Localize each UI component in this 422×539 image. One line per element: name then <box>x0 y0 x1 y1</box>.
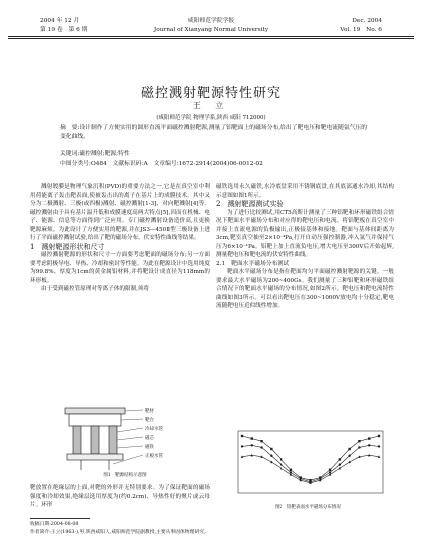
abstract-text: 设计制作了方便实用的圆形直流平面磁控溅射靶源,测量了铝靶面上的磁场分布,给出了靶电压和靶电流随氩气压的变化曲线。 <box>60 125 368 140</box>
data-point <box>358 440 360 442</box>
page-title: 磁控溅射靶源特性研究 <box>140 86 281 101</box>
section-2-paragraph: 为了进行比较测试,用CT5高斯计测量了三种铝靶和环形磁铁组合情况下靶面水平磁场分布和对应得的靶电压和电流。将铝靶板在真空室中并接上直流电源的负极输出,正极接基体和接地。靶面与基体间距离为3cm,靶室真空抽至2×10⁻⁴Pa,打开自动压强控制器,冲入氩气并保持气压为6×10⁻¹Pa。铝靶上加上直流负电压,增大电压至300V后开始起辉,测量靶电压和靶电流的伏安特性曲线。 <box>216 209 394 258</box>
magnetic-field-chart <box>228 428 388 500</box>
figure-1-caption: 图1 靶源结构示意图 <box>103 473 147 478</box>
abstract <box>60 124 370 141</box>
classification: 中图分类号:O484 文献标识码:A 文章编号:1672-2914(2004)06-0012-02 <box>60 161 263 167</box>
figure-2-caption: 图2 铝靶表面水平磁场分布情况 <box>275 505 341 510</box>
keywords-text: 磁控溅射;靶源;特性 <box>79 151 130 157</box>
header-rule-2 <box>8 38 414 39</box>
header-date-en: Dec. 2004 <box>352 18 382 24</box>
right-paragraph-0: 磁铁选用永久磁铁,水冷底盘采用不锈钢底盘,在其底部通水冷却,其结构示意图如图1所示。 <box>216 184 394 199</box>
section-1-paragraph: 磁控溅射靶源的形状和尺寸一方面要考虑靶面的磁场分布;另一方面要考虑阴极导电、导热、冷却和密封等性能。为此在靶源设计中选用纯度为99.8%、厚度为1cm的黄金属铝材料,并将靶设计成直径为118mm的环形板。 <box>30 252 210 284</box>
data-point <box>329 469 331 471</box>
footnote-rule <box>30 518 90 519</box>
affiliation: (咸阳师范学院 物理学系,陕西 咸阳 712000) <box>156 115 266 121</box>
data-point <box>378 445 380 447</box>
section-1-paragraph-2: 由于受到磁控管原理对等离子体的限制,须将 <box>41 286 150 292</box>
data-point <box>290 473 293 476</box>
header-volume: 第 19 卷 第 6 期 <box>40 27 88 33</box>
data-point <box>251 444 253 446</box>
series-line-3 <box>242 455 379 483</box>
data-point <box>290 469 292 471</box>
data-point <box>378 435 380 437</box>
header-journal-cn: 咸阳师范学院学报 <box>187 18 235 24</box>
fig1-label: 正板水管 <box>145 454 163 459</box>
figure-1 <box>55 402 195 480</box>
data-point <box>348 448 350 450</box>
author: 王 立 <box>192 101 230 110</box>
data-point <box>241 435 243 437</box>
fig1-label: 磁铁 <box>145 445 154 450</box>
header-rule <box>8 36 414 37</box>
data-point <box>339 463 341 465</box>
abstract-label: 摘 要: <box>60 125 80 131</box>
data-point <box>368 437 370 439</box>
section-2-1-paragraph: 靶面水平磁场分布是指在靶面均匀平面磁控溅射靶源的关键。一般要求最大水平磁场为200~400Gs。我们测量了三种铝靶和环形磁铁组合情况下的靶面水平磁场的分布情况,如图2所示。靶电压和靶电流特性曲线如图3所示。可以看出靶电压在300~1000V放电均十分稳定,靶电流随靶电压近似线性增加。 <box>216 269 394 309</box>
data-point <box>368 444 370 446</box>
section-2-heading: 2 溅射靶源测试实验 <box>216 200 284 208</box>
data-point <box>260 440 262 442</box>
data-point <box>339 458 341 460</box>
data-point <box>260 446 262 448</box>
series-line-1 <box>242 436 379 480</box>
figure-2 <box>228 428 388 513</box>
data-point <box>329 473 332 476</box>
data-point <box>251 437 253 439</box>
fig1-label: 磁芯 <box>145 436 154 441</box>
intro-paragraph: 溅射镀膜是物理气象沉积(PVD)的重要方法之一,它是在真空室中利用荷能离子轰击靶表面,使被轰击出的离子在基片上的成膜技术。其中又分为二极溅射、三极(或四极)溅射、磁控溅射[1-3]、对向靶溅射[4]等。磁控溅射由于具有基片温升低和成膜速度高两大特点[5],因而在机械、电子、能源、信息等方面得到广泛应用。专门磁控溅射设备造价高,且更换靶源麻烦。为此设计了方便实用的靶源,并在JS3—450Ⅱ型三极设备上进行了平面磁控溅射试验,给出了靶的磁场分布、伏安特性曲线等结果。 <box>30 184 210 241</box>
data-point <box>280 467 283 470</box>
data-point <box>270 455 272 457</box>
footnote-received: 收稿日期:2004-08-08 <box>30 522 79 527</box>
header-journal-en: Journal of Xianyang Normal University <box>153 27 269 33</box>
data-point <box>241 445 243 447</box>
fig1-label: 靶台 <box>145 418 154 423</box>
header-vol-en: Vol. 19 No. 6 <box>340 27 382 33</box>
section-2-1-heading: 2.1 靶面水平磁场分布测试 <box>216 260 289 267</box>
section-1-paragraph-3: 靶放置在绝缘层的上面,对靶的外形并无特别要求。为了保证靶面的磁场强度和冷却效果,绝缘层选用厚度为(约0.2cm)、导热性好的聚片或云母片。环形 <box>30 485 210 508</box>
keywords-label: 关键词: <box>60 151 80 157</box>
keywords <box>60 150 370 159</box>
data-point <box>280 458 282 460</box>
left-column-bottom <box>30 484 210 510</box>
data-point <box>358 446 360 448</box>
right-column <box>216 183 394 311</box>
header-date: 2004 年 12 月 <box>40 18 80 24</box>
data-point <box>270 448 272 450</box>
data-point <box>280 463 282 465</box>
figure-1-labels <box>145 407 163 461</box>
data-point <box>339 467 342 470</box>
footnote-bio: 作者简介:王立(1963-),男,陕西咸阳人,咸阳师范学院副教授,主要从事固体物理研究。 <box>30 530 209 535</box>
fig1-label: 冷却水管 <box>145 427 163 432</box>
section-1-heading: 1 溅射靶源形状和尺寸 <box>30 242 105 251</box>
data-point <box>348 455 350 457</box>
fig1-label: 靶材 <box>145 409 154 414</box>
left-column <box>30 183 210 294</box>
target-structure-diagram <box>55 402 195 472</box>
series-line-2 <box>242 445 379 481</box>
